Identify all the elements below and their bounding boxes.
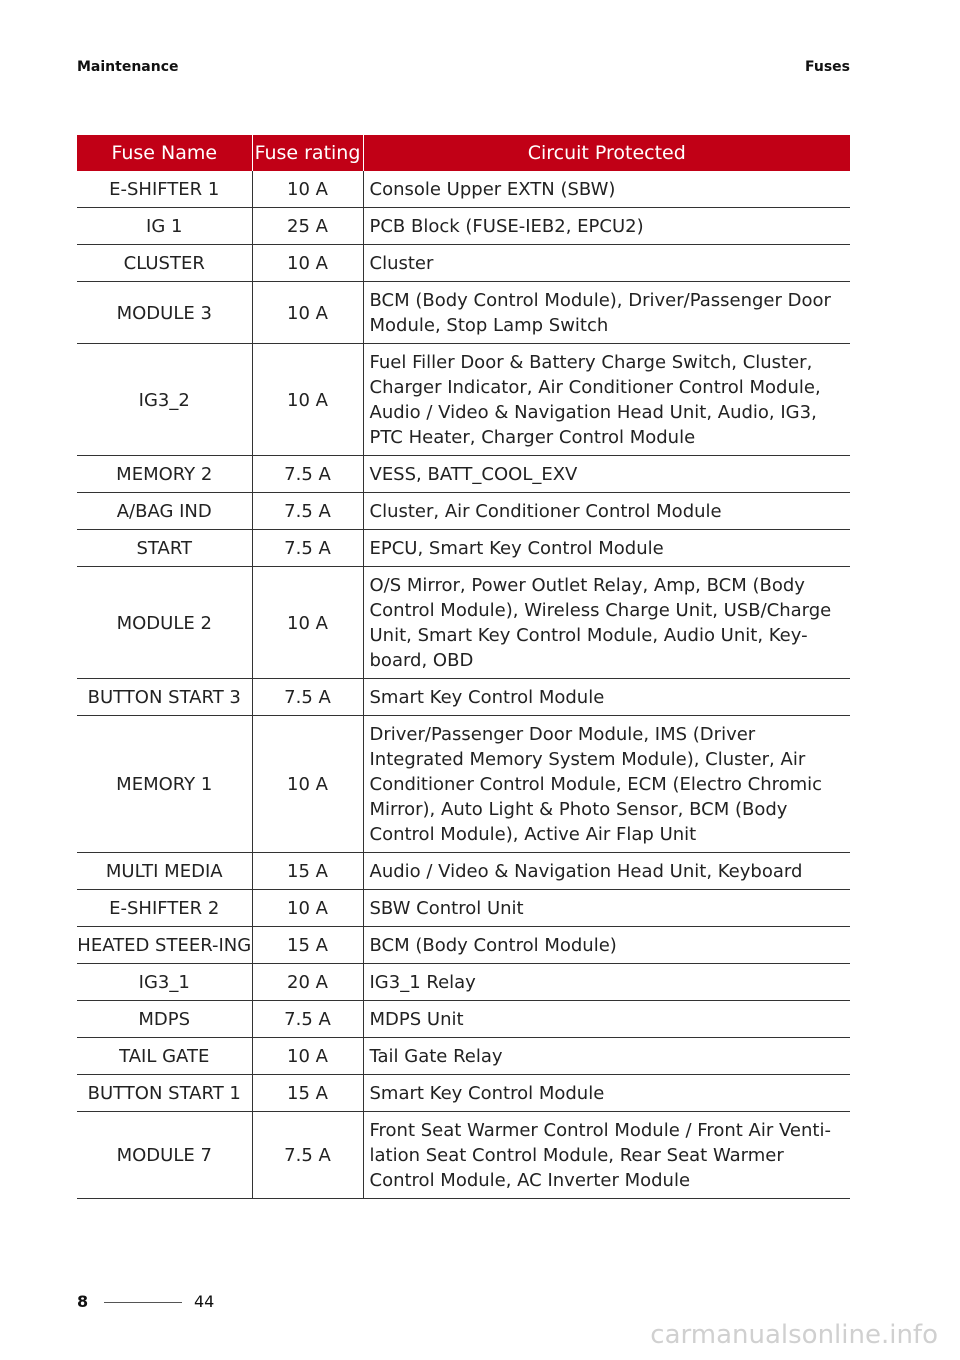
table-row [77, 171, 850, 208]
fuse-rating-cell: 10 A [252, 245, 363, 282]
fuse-rating-cell: 15 A [252, 1075, 363, 1112]
table-row [77, 208, 850, 245]
fuse-rating-cell: 10 A [252, 344, 363, 456]
circuit-protected-cell: PCB Block (FUSE-IEB2, EPCU2) [363, 208, 850, 245]
fuse-rating-cell: 10 A [252, 890, 363, 927]
fuse-rating-cell: 7.5 A [252, 1001, 363, 1038]
fuse-name-cell: MEMORY 2 [77, 456, 252, 493]
circuit-protected-cell: BCM (Body Control Module), Driver/Passenger Door Module, Stop Lamp Switch [363, 282, 850, 344]
table-row [77, 344, 850, 456]
fuse-rating-cell: 7.5 A [252, 1112, 363, 1199]
table-header-row [77, 135, 850, 171]
table-row [77, 245, 850, 282]
fuse-name-cell: MDPS [77, 1001, 252, 1038]
circuit-protected-cell: Cluster, Air Conditioner Control Module [363, 493, 850, 530]
topic-title: Fuses [805, 59, 850, 75]
table-row [77, 716, 850, 853]
fuse-rating-cell: 7.5 A [252, 456, 363, 493]
circuit-protected-cell: IG3_1 Relay [363, 964, 850, 1001]
table-row [77, 1075, 850, 1112]
column-header-circuit-protected: Circuit Protected [363, 135, 850, 171]
fuse-table [77, 135, 850, 1199]
column-header-fuse-name: Fuse Name [77, 135, 252, 171]
fuse-name-cell: CLUSTER [77, 245, 252, 282]
fuse-name-cell: START [77, 530, 252, 567]
fuse-rating-cell: 15 A [252, 927, 363, 964]
page-number: 44 [194, 1292, 215, 1311]
fuse-rating-cell: 10 A [252, 1038, 363, 1075]
fuse-rating-cell: 10 A [252, 171, 363, 208]
circuit-protected-cell: Front Seat Warmer Control Module / Front Air Venti-lation Seat Control Module, Rear Seat Warmer Control Module, AC Inverter Module [363, 1112, 850, 1199]
fuse-name-cell: MODULE 2 [77, 567, 252, 679]
circuit-protected-cell: BCM (Body Control Module) [363, 927, 850, 964]
table-row [77, 1112, 850, 1199]
circuit-protected-cell: SBW Control Unit [363, 890, 850, 927]
table-row [77, 1038, 850, 1075]
circuit-protected-cell: O/S Mirror, Power Outlet Relay, Amp, BCM (Body Control Module), Wireless Charge Unit, USB/Charge Unit, Smart Key Control Module, Audio Unit, Key-board, OBD [363, 567, 850, 679]
fuse-name-cell: IG3_2 [77, 344, 252, 456]
fuse-rating-cell: 20 A [252, 964, 363, 1001]
fuse-table-body [77, 171, 850, 1199]
fuse-rating-cell: 7.5 A [252, 679, 363, 716]
fuse-name-cell: BUTTON START 3 [77, 679, 252, 716]
table-row [77, 567, 850, 679]
table-row [77, 890, 850, 927]
footer-divider [104, 1302, 182, 1303]
fuse-rating-cell: 15 A [252, 853, 363, 890]
fuse-name-cell: A/BAG IND [77, 493, 252, 530]
circuit-protected-cell: Smart Key Control Module [363, 679, 850, 716]
fuse-name-cell: IG 1 [77, 208, 252, 245]
table-row [77, 530, 850, 567]
table-row [77, 927, 850, 964]
column-header-fuse-rating: Fuse rating [252, 135, 363, 171]
table-row [77, 1001, 850, 1038]
fuse-rating-cell: 10 A [252, 282, 363, 344]
fuse-name-cell: MULTI MEDIA [77, 853, 252, 890]
table-row [77, 964, 850, 1001]
section-title: Maintenance [77, 59, 179, 75]
circuit-protected-cell: Smart Key Control Module [363, 1075, 850, 1112]
fuse-rating-cell: 25 A [252, 208, 363, 245]
circuit-protected-cell: Cluster [363, 245, 850, 282]
fuse-rating-cell: 10 A [252, 567, 363, 679]
fuse-rating-cell: 7.5 A [252, 493, 363, 530]
circuit-protected-cell: MDPS Unit [363, 1001, 850, 1038]
chapter-number: 8 [77, 1292, 89, 1311]
fuse-name-cell: MODULE 3 [77, 282, 252, 344]
table-row [77, 679, 850, 716]
circuit-protected-cell: VESS, BATT_COOL_EXV [363, 456, 850, 493]
table-row [77, 493, 850, 530]
fuse-name-cell: TAIL GATE [77, 1038, 252, 1075]
fuse-name-cell: MEMORY 1 [77, 716, 252, 853]
table-row [77, 853, 850, 890]
fuse-name-cell: E-SHIFTER 1 [77, 171, 252, 208]
circuit-protected-cell: Audio / Video & Navigation Head Unit, Keyboard [363, 853, 850, 890]
circuit-protected-cell: EPCU, Smart Key Control Module [363, 530, 850, 567]
fuse-name-cell: IG3_1 [77, 964, 252, 1001]
fuse-name-cell: HEATED STEER-ING [77, 927, 252, 964]
table-row [77, 282, 850, 344]
fuse-name-cell: E-SHIFTER 2 [77, 890, 252, 927]
circuit-protected-cell: Fuel Filler Door & Battery Charge Switch, Cluster, Charger Indicator, Air Conditioner Control Module, Audio / Video & Navigation Head Unit, Audio, IG3, PTC Heater, Charger Control Module [363, 344, 850, 456]
fuse-rating-cell: 10 A [252, 716, 363, 853]
fuse-name-cell: MODULE 7 [77, 1112, 252, 1199]
circuit-protected-cell: Console Upper EXTN (SBW) [363, 171, 850, 208]
circuit-protected-cell: Driver/Passenger Door Module, IMS (Driver Integrated Memory System Module), Cluster, Air Conditioner Control Module, ECM (Electro Chromic Mirror), Auto Light & Photo Sensor, BCM (Body Control Module), Active Air Flap Unit [363, 716, 850, 853]
fuse-name-cell: BUTTON START 1 [77, 1075, 252, 1112]
fuse-rating-cell: 7.5 A [252, 530, 363, 567]
watermark: carmanualsonline.info [650, 1320, 938, 1350]
table-row [77, 456, 850, 493]
circuit-protected-cell: Tail Gate Relay [363, 1038, 850, 1075]
